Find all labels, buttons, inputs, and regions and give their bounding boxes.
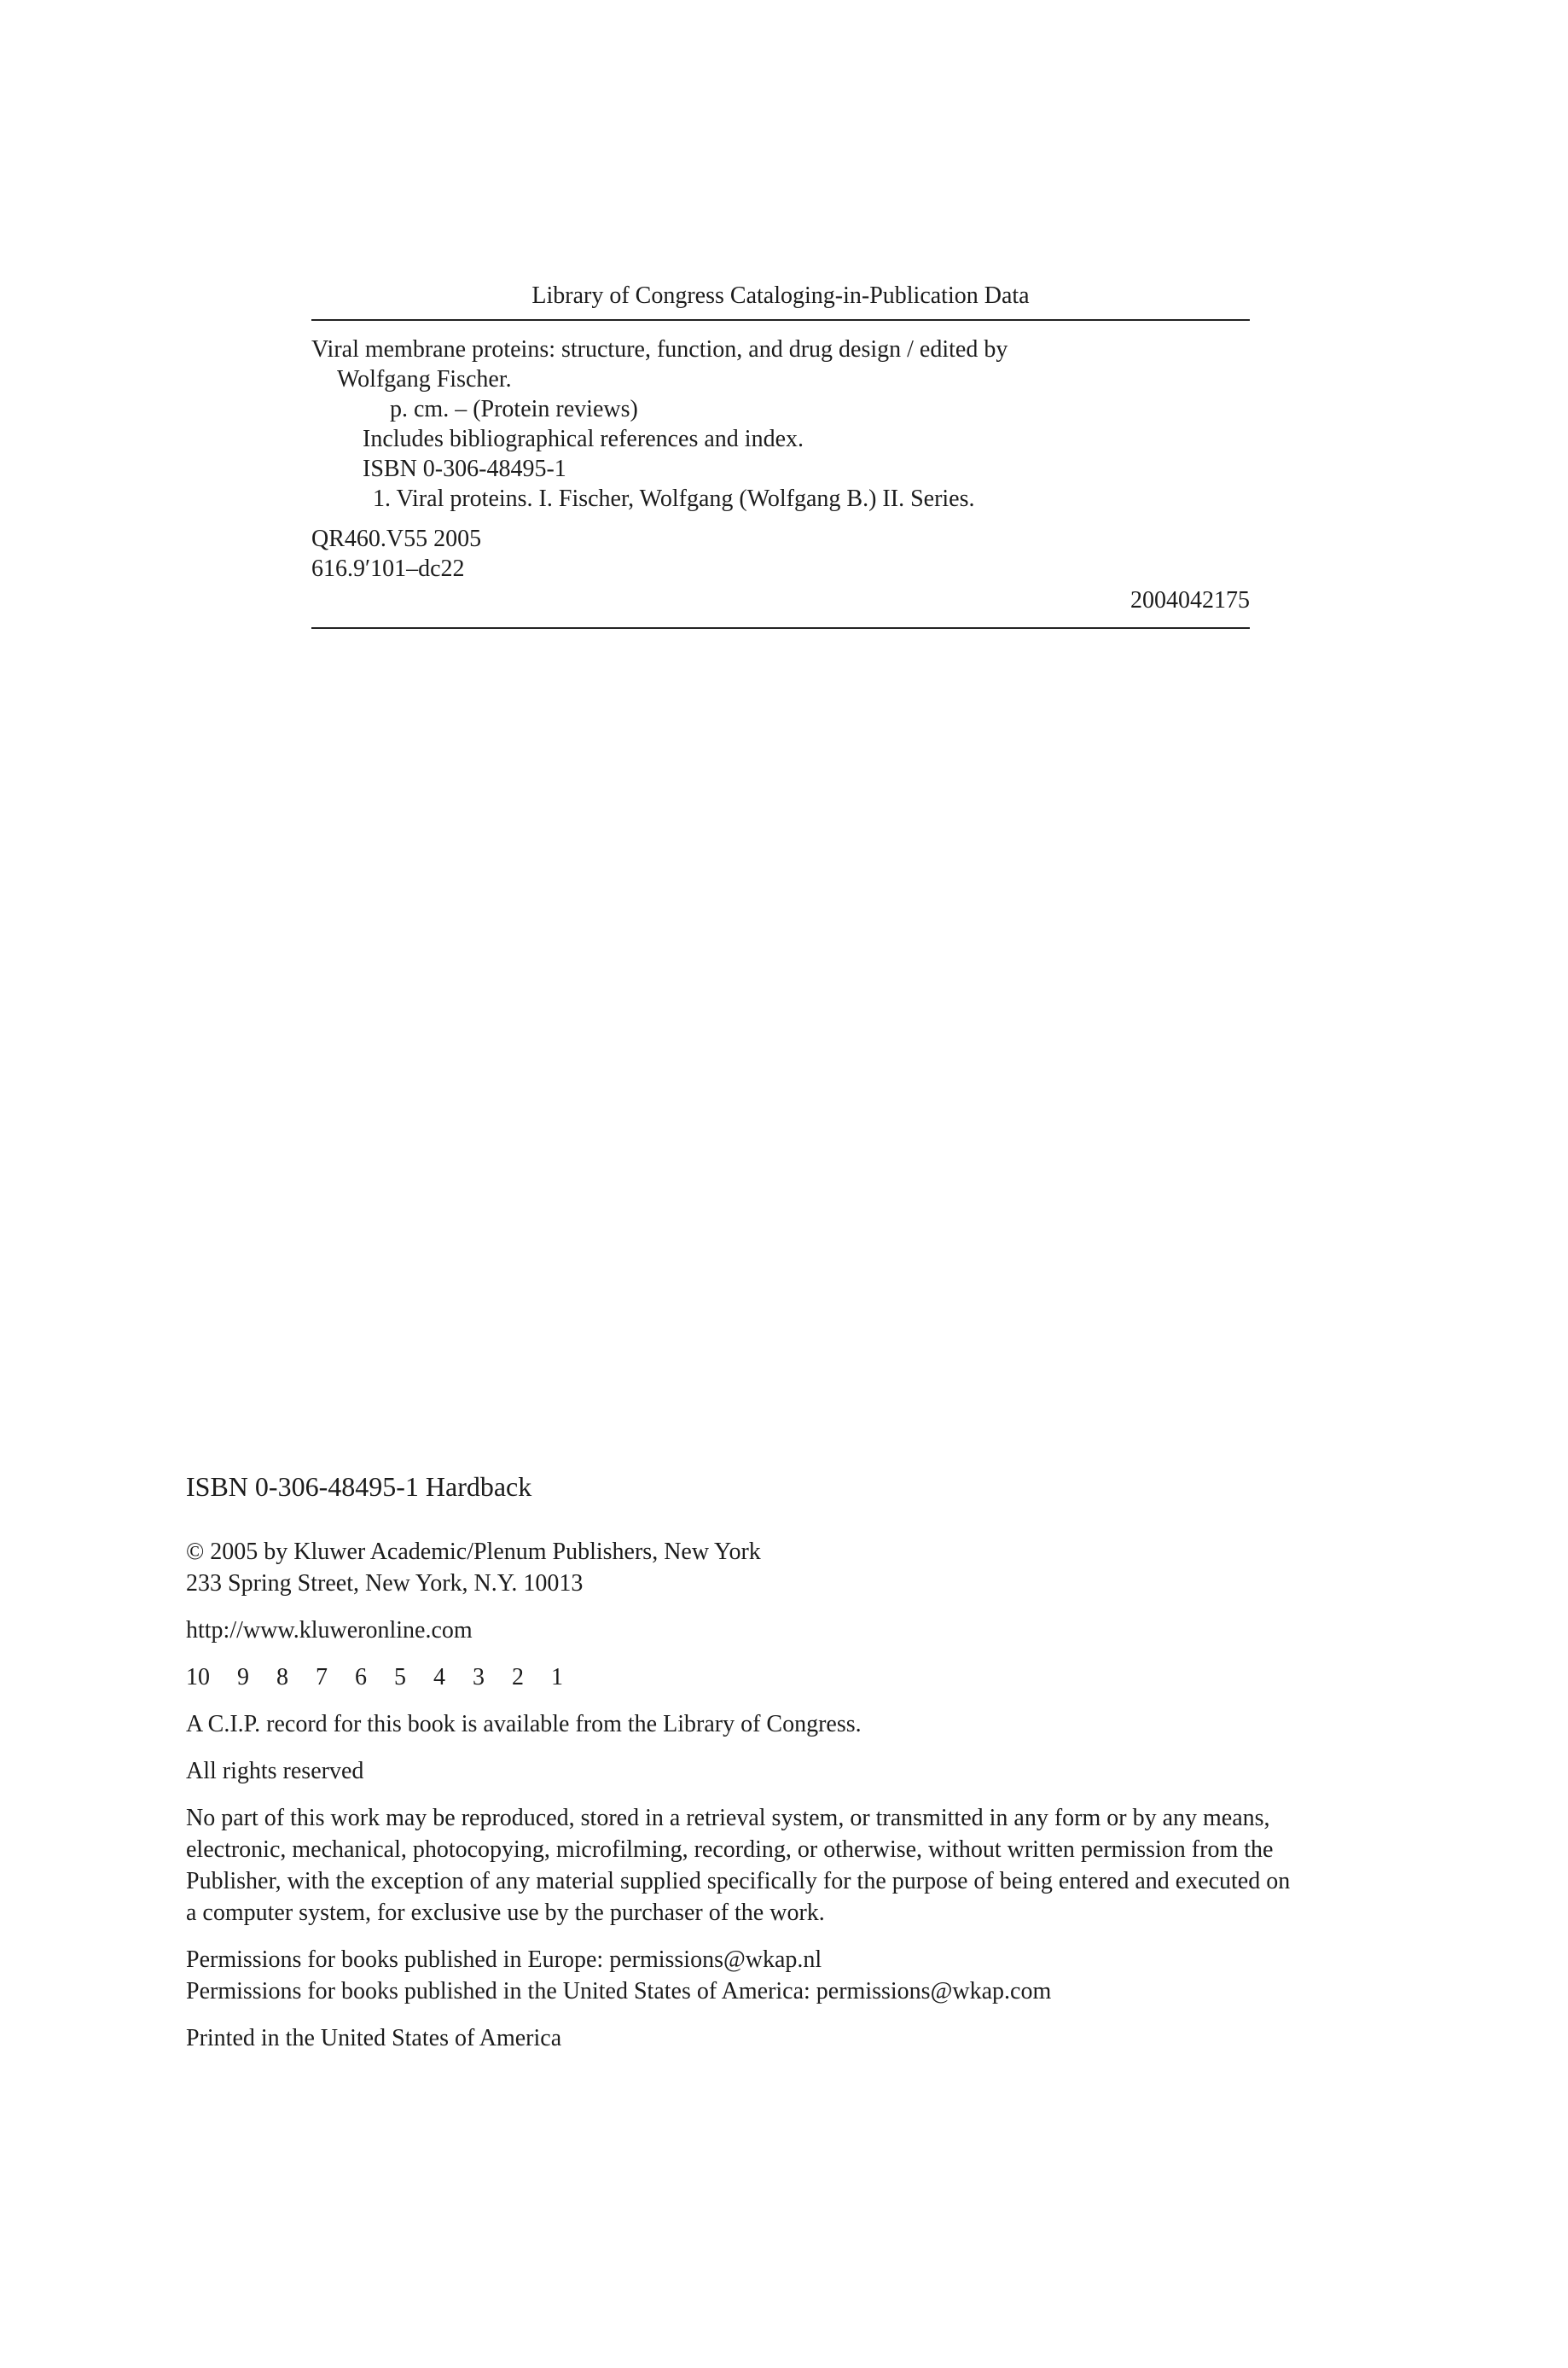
publisher-address: 233 Spring Street, New York, N.Y. 10013 — [186, 1570, 584, 1597]
cip-title-line: Viral membrane proteins: structure, function, and drug design / edited by — [311, 336, 1008, 363]
printed-in: Printed in the United States of America — [186, 2025, 562, 2051]
lc-call-number: QR460.V55 2005 — [311, 526, 482, 552]
printing-number: 5 — [394, 1664, 406, 1690]
printing-number: 6 — [355, 1664, 367, 1690]
printing-number: 10 — [186, 1664, 210, 1690]
publisher-url[interactable]: http://www.kluweronline.com — [186, 1617, 473, 1644]
printing-number: 8 — [276, 1664, 288, 1690]
printing-number: 2 — [512, 1664, 524, 1690]
call-numbers — [311, 524, 1250, 584]
printing-number: 7 — [316, 1664, 328, 1690]
lccn: 2004042175 — [1130, 587, 1250, 614]
cip-record-note: A C.I.P. record for this book is available from the Library of Congress. — [186, 1711, 862, 1737]
cip-heading: Library of Congress Cataloging-in-Publication Data — [531, 282, 1030, 309]
printing-number: 9 — [237, 1664, 249, 1690]
printing-number: 3 — [473, 1664, 485, 1690]
cip-bottom-rule — [311, 627, 1250, 629]
printing-number-line — [186, 1661, 1380, 1693]
rights-statement: All rights reserved — [186, 1758, 364, 1784]
cip-editor-line: Wolfgang Fischer. — [337, 366, 512, 393]
isbn-hardback: ISBN 0-306-48495-1 Hardback — [186, 1471, 532, 1502]
permissions-europe: Permissions for books published in Europe: permissions@wkap.nl — [186, 1946, 822, 1973]
cip-subjects-line: 1. Viral proteins. I. Fischer, Wolfgang (Wolfgang B.) II. Series. — [373, 486, 975, 512]
cip-series-line: p. cm. – (Protein reviews) — [390, 396, 638, 422]
printing-number: 4 — [433, 1664, 445, 1690]
legal-notice: No part of this work may be reproduced, stored in a retrieval system, or transmitted in any form or by any means, electronic, mechanical, photocopying, microfilming, recording, or otherwise, without written permission from the Publisher, with the exception of any material supplied specifically for the purpose of being entered and executed on a computer system, for exclusive use by the purchaser of the work. — [186, 1805, 1291, 1926]
copyright-line: © 2005 by Kluwer Academic/Plenum Publishers, New York — [186, 1539, 761, 1565]
printing-number: 1 — [551, 1664, 563, 1690]
dewey-call-number: 616.9′101–dc22 — [311, 556, 465, 582]
cip-block — [311, 282, 1250, 629]
cip-notes-line: Includes bibliographical references and index. — [363, 426, 804, 452]
cip-isbn-line: ISBN 0-306-48495-1 — [363, 456, 566, 482]
cip-entry — [311, 321, 1250, 514]
permissions-usa: Permissions for books published in the United States of America: permissions@wkap.com — [186, 1978, 1052, 2004]
imprint-block — [186, 1469, 1380, 2069]
